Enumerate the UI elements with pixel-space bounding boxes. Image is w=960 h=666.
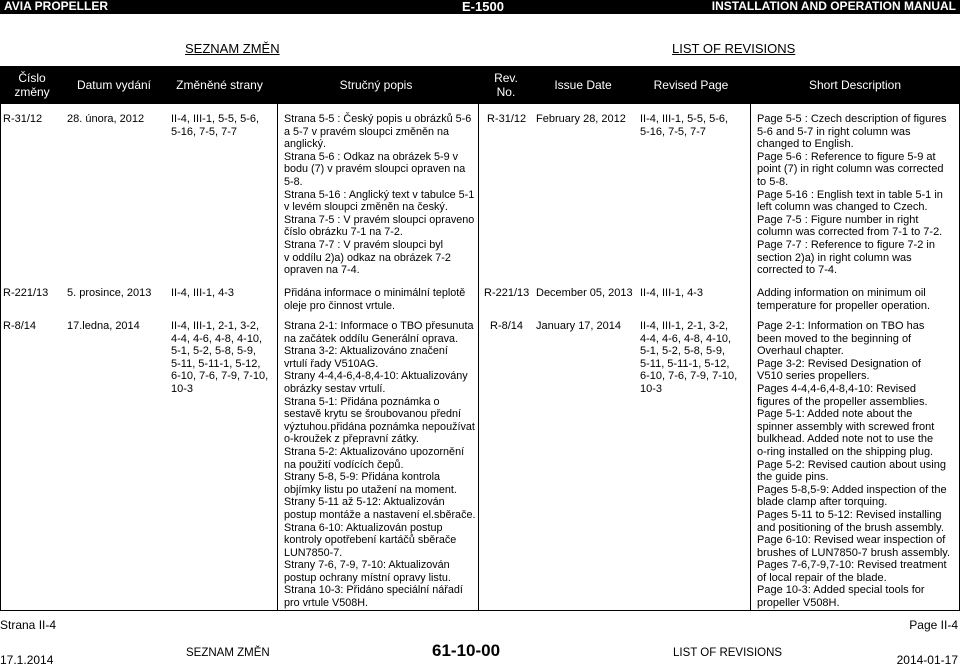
row2-issue: December 05, 2013 bbox=[536, 287, 633, 299]
header-cislo-zmeny: Číslo změny bbox=[14, 70, 50, 99]
company-name: AVIA PROPELLER bbox=[4, 0, 109, 13]
footer-page-en: Page II-4 bbox=[909, 618, 958, 632]
footer-title-cz: SEZNAM ZMĚN bbox=[186, 647, 270, 659]
section-title-english: LIST OF REVISIONS bbox=[672, 41, 796, 56]
row1-strucny-popis: Strana 5-5 : Český popis u obrázků 5-6 a 5-7 v pravém sloupci změněn na anglický. Strana 5-6 : Odkaz na obrázek 5-9 v bodu (7) v pravém sloupci opraven na 5-8. Strana 5-16 : Anglický text v tabulce 5-1 v levém sloupci změněn na český. Strana 7-5 : V pravém sloupci opraveno číslo obrázku 7-1 na 7-2. Strana 7-7 : V pravém sloupci byl v oddílu 2)a) odkaz na obrázek 7-2 opraven na 7-4. bbox=[284, 113, 475, 277]
footer-page-cz: Strana II-4 bbox=[0, 618, 57, 632]
section-title-czech: SEZNAM ZMĚN bbox=[185, 41, 280, 56]
document-header-bar bbox=[0, 0, 960, 14]
row2-datum: 5. prosince, 2013 bbox=[67, 287, 152, 299]
row2-rev: R-221/13 bbox=[484, 287, 530, 299]
row3-cislo: R-8/14 bbox=[3, 320, 37, 332]
header-datum-vydani: Datum vydání bbox=[76, 77, 152, 92]
footer-date-en: 2014-01-17 bbox=[896, 653, 958, 666]
row2-strucny-popis: Přidána informace o minimální teplotě oleje pro činnost vrtule. bbox=[284, 287, 466, 312]
header-revised-page: Revised Page bbox=[653, 77, 729, 92]
row1-rev: R-31/12 bbox=[487, 113, 527, 125]
column-divider bbox=[750, 103, 751, 611]
row1-issue: February 28, 2012 bbox=[536, 113, 626, 125]
footer-title-en: LIST OF REVISIONS bbox=[673, 647, 783, 659]
row1-cislo: R-31/12 bbox=[3, 113, 43, 125]
page-footer bbox=[0, 614, 960, 666]
row1-datum: 28. února, 2012 bbox=[67, 113, 145, 125]
header-rev-no: Rev. No. bbox=[494, 70, 518, 99]
row3-revised: II-4, III-1, 2-1, 3-2, 4-4, 4-6, 4-8, 4-10, 5-1, 5-2, 5-8, 5-9, 5-11, 5-11-1, 5-12, 6-10, 7-6, 7-9, 7-10, 10-3 bbox=[640, 320, 738, 395]
revision-table-header bbox=[0, 66, 960, 103]
propeller-model: E-1500 bbox=[462, 0, 504, 14]
row3-issue: January 17, 2014 bbox=[536, 320, 622, 332]
header-zmenene-strany: Změněné strany bbox=[176, 77, 263, 92]
row3-strucny-popis: Strana 2-1: Informace o TBO přesunuta na začátek oddílu Generální oprava. Strana 3-2: Aktualizováno značení vrtulí řady V510AG. Strany 4-4,4-6,4-8,4-10: Aktualizovány obrázky sestav vrtulí. Strana 5-1: Přidána poznámka o sestavě krytu se šroubovanou přední výztuhou.přidána poznámka nepoužívat o-kroužek z přepravní zátky. Strana 5-2: Aktualizováno upozornění na použití vodících čepů. Strany 5-8, 5-9: Přidána kontrola objímky listu po utažení na moment. Strany 5-11 až 5-12: Aktualizován postup montáže a nastavení el.sběrače. Strana 6-10: Aktualizován postup kontroly opotřebení kartáčů sběrače LUN7850-7. Strany 7-6, 7-9, 7-10: Aktualizován postup ochrany místní opravy listu. Strana 10-3: Přidáno speciální nářadí pro vrtule V508H. bbox=[284, 320, 476, 610]
footer-date-cz: 17.1.2014 bbox=[0, 653, 54, 666]
footer-document-number: 61-10-00 bbox=[432, 641, 501, 660]
header-short-description: Short Description bbox=[808, 77, 902, 92]
row1-zmenene: II-4, III-1, 5-5, 5-6, 5-16, 7-5, 7-7 bbox=[171, 113, 260, 138]
row3-short-description: Page 2-1: Information on TBO has been moved to the beginning of Overhaul chapter. Page 3-2: Revised Designation of V510 series propellers. Pages 4-4,4-6,4-8,4-10: Revised figures of the propeller assemblies. Page 5-1: Added note about the spinner assembly with screwed front bulkhead. Added note not to use the o-ring installed on the shipping plug. Page 5-2: Revised caution about using the guide pins. Pages 5-8,5-9: Added inspection of the blade clamp after torquing. Pages 5-11 to 5-12: Revised installing and positioning of the brush assembly. Page 6-10: Revised wear inspection of brushes of LUN7850-7 brush assembly. Pages 7-6,7-9,7-10: Revised treatment of local repair of the blade. Page 10-3: Added special tools for propeller V508H. bbox=[757, 320, 951, 610]
row1-revised: II-4, III-1, 5-5, 5-6, 5-16, 7-5, 7-7 bbox=[640, 113, 729, 138]
row2-short-description: Adding information on minimum oil temperature for propeller operation. bbox=[757, 287, 931, 312]
row3-datum: 17.ledna, 2014 bbox=[67, 320, 140, 332]
column-divider bbox=[277, 103, 278, 611]
row2-zmenene: II-4, III-1, 4-3 bbox=[171, 287, 234, 299]
header-issue-date: Issue Date bbox=[554, 77, 612, 92]
row3-zmenene: II-4, III-1, 2-1, 3-2, 4-4, 4-6, 4-8, 4-10, 5-1, 5-2, 5-8, 5-9, 5-11, 5-11-1, 5-12, 6-10, 7-6, 7-9, 7-10, 10-3 bbox=[171, 320, 269, 395]
row3-rev: R-8/14 bbox=[490, 320, 524, 332]
header-strucny-popis: Stručný popis bbox=[339, 77, 413, 92]
row1-short-description: Page 5-5 : Czech description of figures 5-6 and 5-7 in right column was changed to English. Page 5-6 : Reference to figure 5-9 at point (7) in right column was corrected to 5-8. Page 5-16 : English text in table 5-1 in left column was changed to Czech. Page 7-5 : Figure number in right column was corrected from 7-1 to 7-2. Page 7-7 : Reference to figure 7-2 in section 2)a) in right column was corrected to 7-4. bbox=[757, 113, 947, 277]
row2-cislo: R-221/13 bbox=[3, 287, 49, 299]
row2-revised: II-4, III-1, 4-3 bbox=[640, 287, 703, 299]
manual-title: INSTALLATION AND OPERATION MANUAL bbox=[711, 0, 956, 13]
